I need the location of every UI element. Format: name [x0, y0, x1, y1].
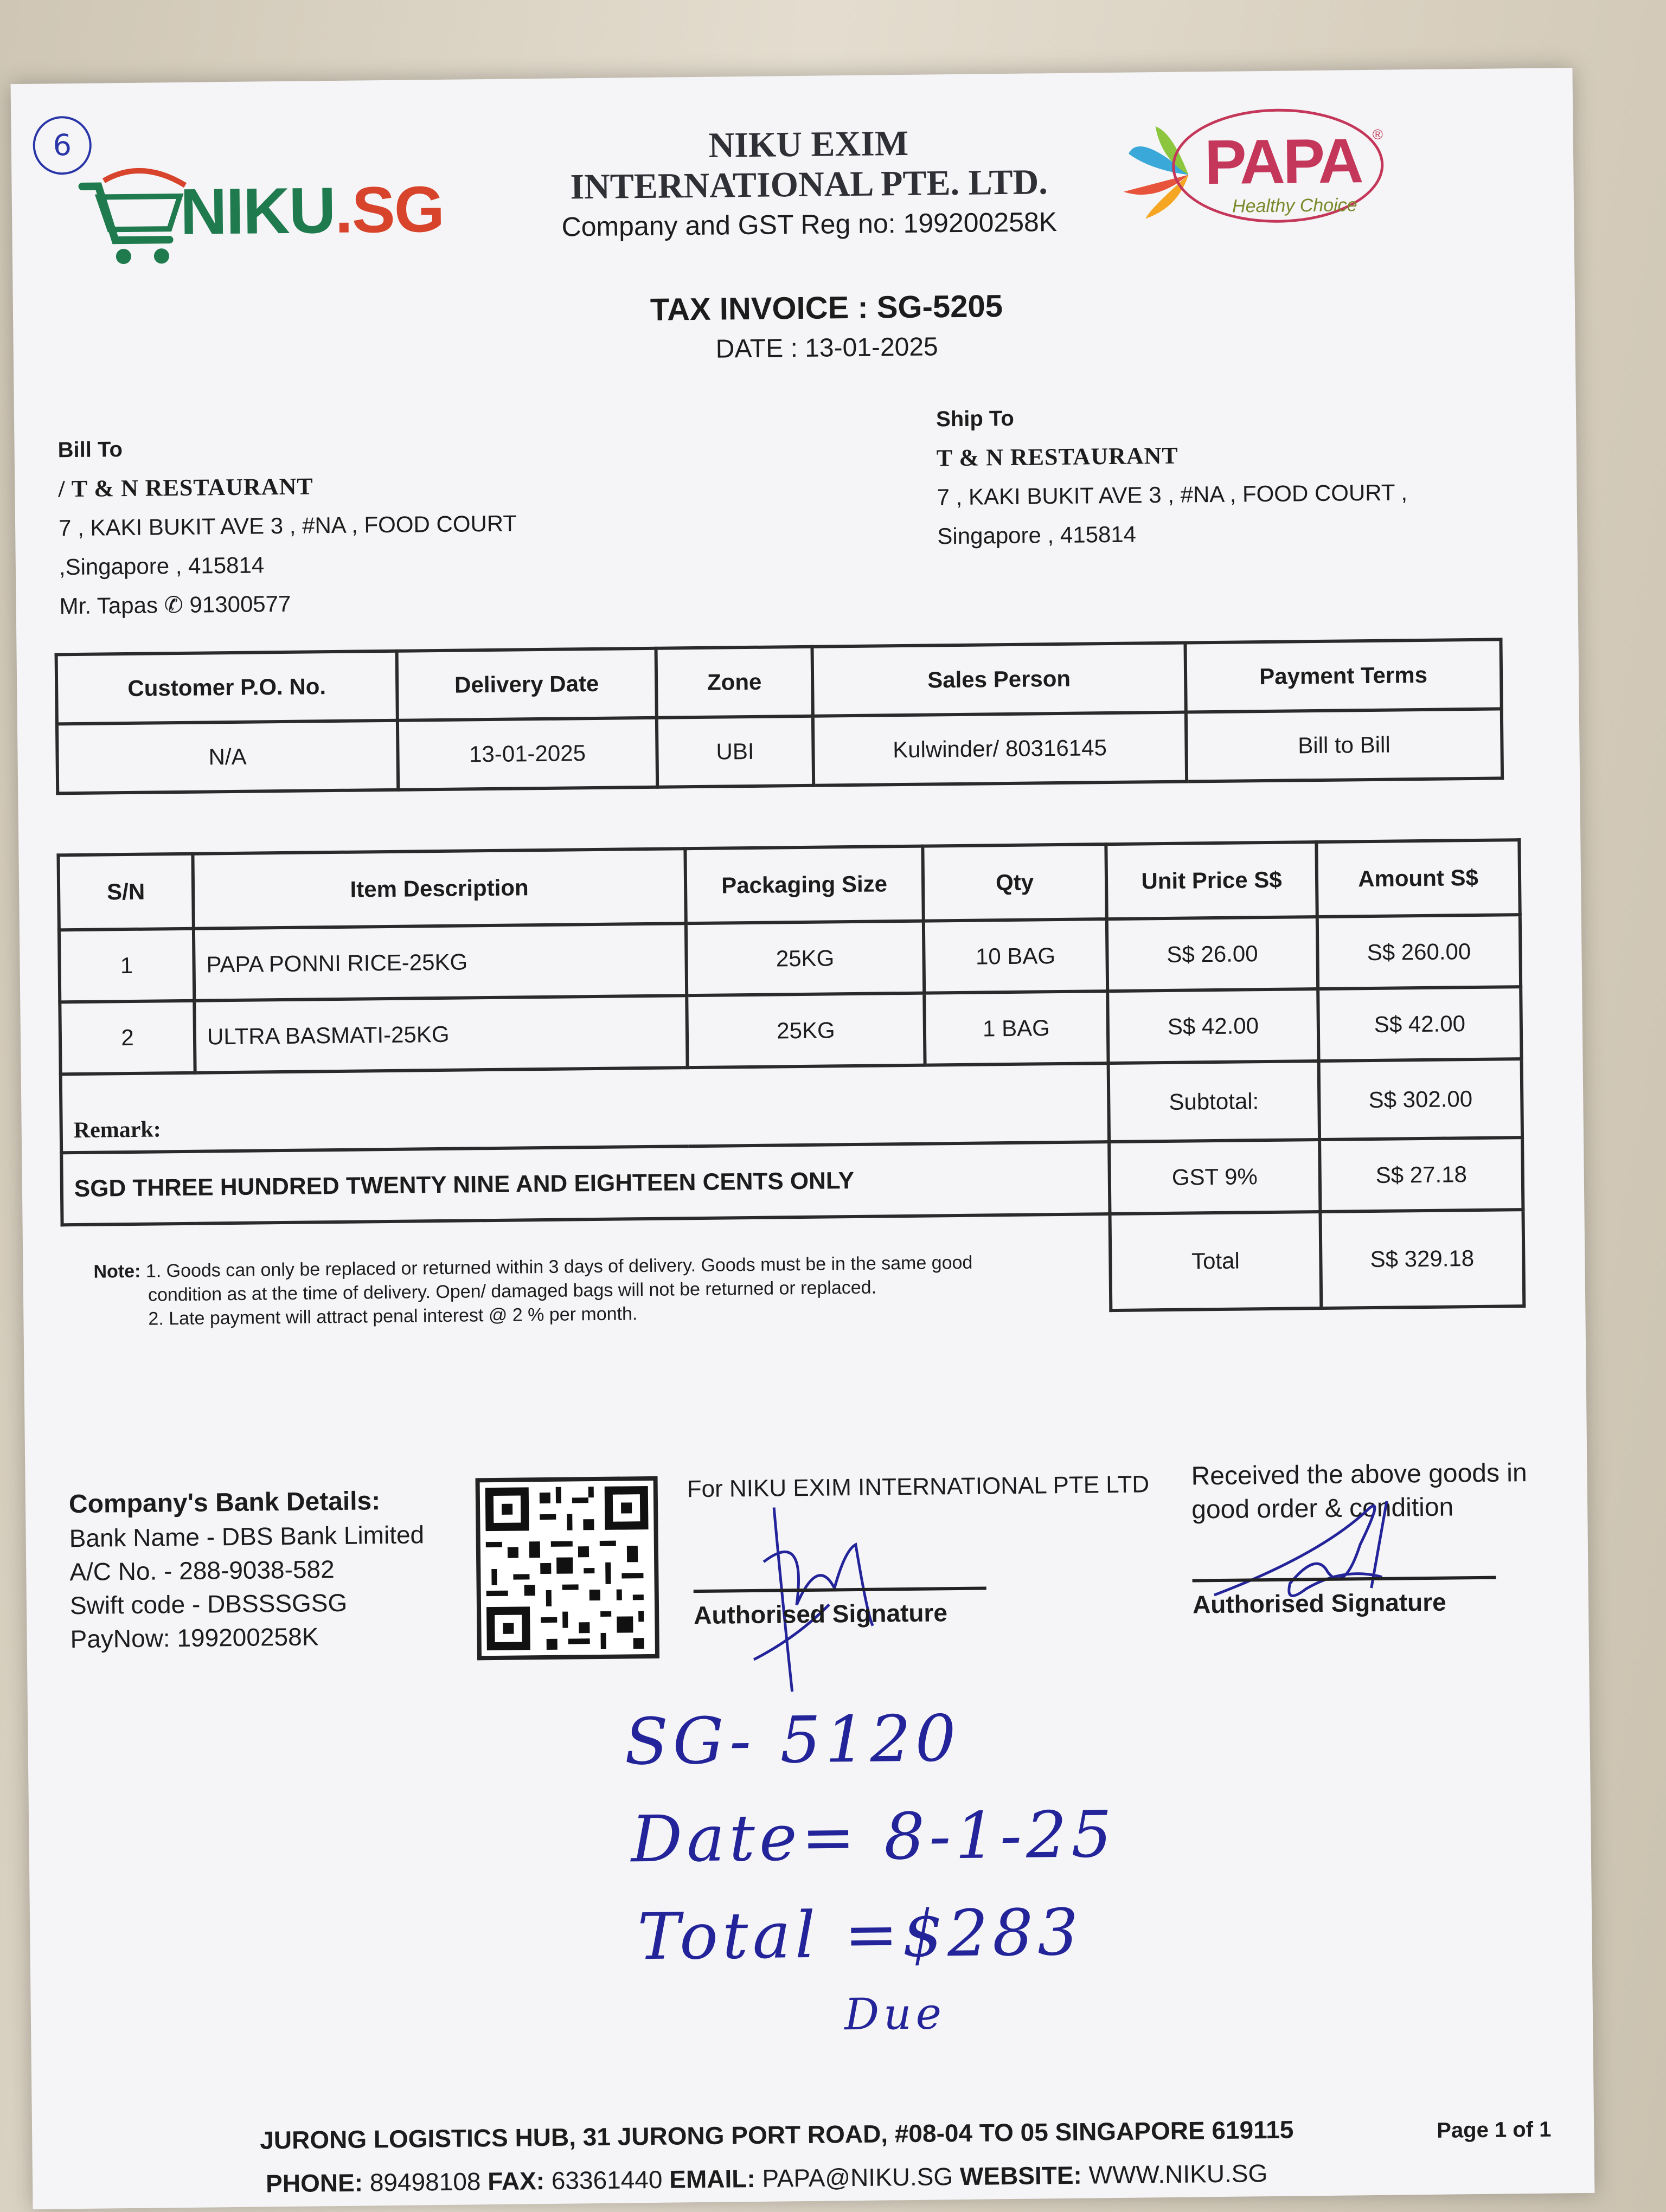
col-customer-po: Customer P.O. No. — [56, 651, 398, 724]
bill-to-label: Bill To — [57, 438, 123, 462]
bank-swift: Swift code - DBSSSGSG — [69, 1588, 348, 1620]
subtotal-row — [61, 1059, 1522, 1153]
gst-label: GST 9% — [1109, 1140, 1320, 1214]
customer-po-value: N/A — [57, 721, 398, 794]
for-company-label: For NIKU EXIM INTERNATIONAL PTE LTD — [687, 1471, 1150, 1503]
bill-to-block — [57, 426, 518, 626]
order-info-table — [55, 638, 1504, 795]
footer-email-label: EMAIL: — [669, 2164, 755, 2194]
invoice-date: DATE : 13-01-2025 — [715, 332, 939, 364]
papa-tagline: Healthy Choice — [1232, 195, 1357, 217]
col-unit-price: Unit Price S$ — [1106, 842, 1317, 919]
col-packaging-size: Packaging Size — [685, 846, 923, 924]
ship-to-block — [936, 395, 1408, 556]
footer-website-label: WEBSITE: — [959, 2160, 1082, 2191]
phone-icon: ✆ — [164, 591, 184, 618]
registered-mark: ® — [1372, 126, 1383, 143]
row-qty: 1 BAG — [924, 991, 1108, 1065]
company-reg: Company and GST Reg no: 199200258K — [561, 206, 1058, 242]
row-amount: S$ 260.00 — [1317, 915, 1521, 989]
cart-icon — [71, 164, 191, 273]
bank-name: Bank Name - DBS Bank Limited — [69, 1520, 425, 1553]
footer-phone: 89498108 — [369, 2167, 481, 2197]
col-sales-person: Sales Person — [812, 643, 1186, 716]
remark-label: Remark: — [61, 1063, 1109, 1153]
niku-logo — [71, 150, 452, 273]
row-description: PAPA PONNI RICE-25KG — [194, 923, 687, 1001]
bank-details — [69, 1484, 426, 1656]
invoice-sheet — [11, 68, 1595, 2209]
company-name — [483, 121, 1134, 209]
notes-block — [93, 1250, 1070, 1332]
subtotal-value: S$ 302.00 — [1319, 1059, 1522, 1140]
col-qty: Qty — [922, 844, 1106, 921]
contact-name: Mr. Tapas — [59, 592, 158, 619]
ship-to-name: T & N RESTAURANT — [936, 442, 1178, 472]
bill-to-contact — [59, 582, 518, 626]
company-name-line2: INTERNATIONAL PTE. LTD. — [570, 162, 1048, 207]
footer-fax-label: FAX: — [487, 2166, 545, 2196]
col-payment-terms: Payment Terms — [1185, 639, 1501, 712]
paynow-qr-code — [476, 1476, 660, 1661]
contact-phone: 91300577 — [189, 590, 291, 618]
note-1a: 1. Goods can only be replaced or returned within 3 days of delivery. Goods must be in the same good — [145, 1252, 973, 1282]
row-unit-price: S$ 26.00 — [1107, 917, 1318, 991]
ship-to-address2: Singapore , 415814 — [937, 521, 1137, 549]
authorised-signature-label: Authorised Signature — [693, 1598, 948, 1630]
order-info-value-row — [57, 709, 1502, 793]
footer-address: JURONG LOGISTICS HUB, 31 JURONG PORT ROAD, #08-04 TO 05 SINGAPORE 619115 — [260, 2115, 1294, 2155]
page-number: Page 1 of 1 — [1436, 2117, 1552, 2143]
authorised-signature-label: Authorised Signature — [1192, 1587, 1447, 1619]
bill-to-address1: 7 , KAKI BUKIT AVE 3 , #NA , FOOD COURT — [58, 510, 517, 541]
note-1b: condition as at the time of delivery. Open/ damaged bags will not be returned or replaced. — [148, 1277, 877, 1306]
col-sn: S/N — [58, 854, 193, 930]
bill-to-address2: ,Singapore , 415814 — [59, 552, 265, 580]
row-description: ULTRA BASMATI-25KG — [194, 995, 687, 1073]
subtotal-label: Subtotal: — [1108, 1061, 1319, 1142]
bank-paynow: PayNow: 199200258K — [70, 1622, 319, 1654]
bank-account: A/C No. - 288-9038-582 — [69, 1555, 335, 1586]
corner-mark: 6 — [33, 116, 92, 175]
qr-icon — [480, 1481, 655, 1656]
gst-value: S$ 27.18 — [1319, 1137, 1523, 1212]
received-statement: Received the above goods in good order & condition — [1191, 1458, 1527, 1525]
total-value: S$ 329.18 — [1320, 1210, 1524, 1308]
zone-value: UBI — [657, 716, 813, 787]
papa-logo — [1106, 97, 1401, 241]
sales-person-value: Kulwinder/ 80316145 — [813, 712, 1187, 786]
footer-email: PAPA@NIKU.SG — [762, 2162, 953, 2192]
bill-to-name: / T & N RESTAURANT — [58, 473, 313, 503]
handwritten-invoice-ref: SG- 5120 — [624, 1701, 961, 1779]
col-item-description: Item Description — [193, 848, 685, 929]
row-sn: 1 — [59, 929, 194, 1002]
row-amount: S$ 42.00 — [1318, 987, 1521, 1061]
row-packaging: 25KG — [687, 993, 925, 1068]
row-unit-price: S$ 42.00 — [1107, 989, 1318, 1063]
note-label: Note: — [93, 1261, 141, 1282]
delivery-date-value: 13-01-2025 — [398, 718, 657, 790]
ship-to-address1: 7 , KAKI BUKIT AVE 3 , #NA , FOOD COURT , — [937, 479, 1408, 510]
handwritten-total: Total =$283 — [637, 1894, 1083, 1975]
col-amount: Amount S$ — [1316, 840, 1520, 917]
total-label: Total — [1110, 1212, 1321, 1310]
items-table — [56, 838, 1526, 1323]
bank-heading: Company's Bank Details: — [68, 1487, 381, 1519]
amount-in-words: SGD THREE HUNDRED TWENTY NINE AND EIGHTEEN CENTS ONLY — [61, 1142, 1110, 1225]
footer-website: WWW.NIKU.SG — [1088, 2159, 1268, 2189]
niku-wordmark: NIKU.SG — [180, 172, 444, 248]
papa-wordmark: PAPA — [1204, 125, 1362, 198]
footer-fax: 63361440 — [551, 2165, 663, 2195]
footer-contacts — [266, 2158, 1268, 2198]
row-sn: 2 — [60, 1001, 195, 1075]
invoice-title: TAX INVOICE : SG-5205 — [650, 288, 1003, 327]
row-packaging: 25KG — [686, 921, 924, 996]
note-2: 2. Late payment will attract penal interest @ 2 % per month. — [148, 1303, 638, 1329]
company-name-line1: NIKU EXIM — [708, 123, 909, 165]
footer-phone-label: PHONE: — [265, 2168, 363, 2198]
payment-terms-value: Bill to Bill — [1186, 709, 1502, 781]
handwritten-due: Due — [844, 1988, 946, 2040]
row-qty: 10 BAG — [924, 919, 1107, 993]
ship-to-label: Ship To — [935, 406, 1015, 432]
col-delivery-date: Delivery Date — [397, 648, 657, 721]
handwritten-date: Date= 8-1-25 — [630, 1797, 1117, 1877]
col-zone: Zone — [656, 647, 813, 718]
